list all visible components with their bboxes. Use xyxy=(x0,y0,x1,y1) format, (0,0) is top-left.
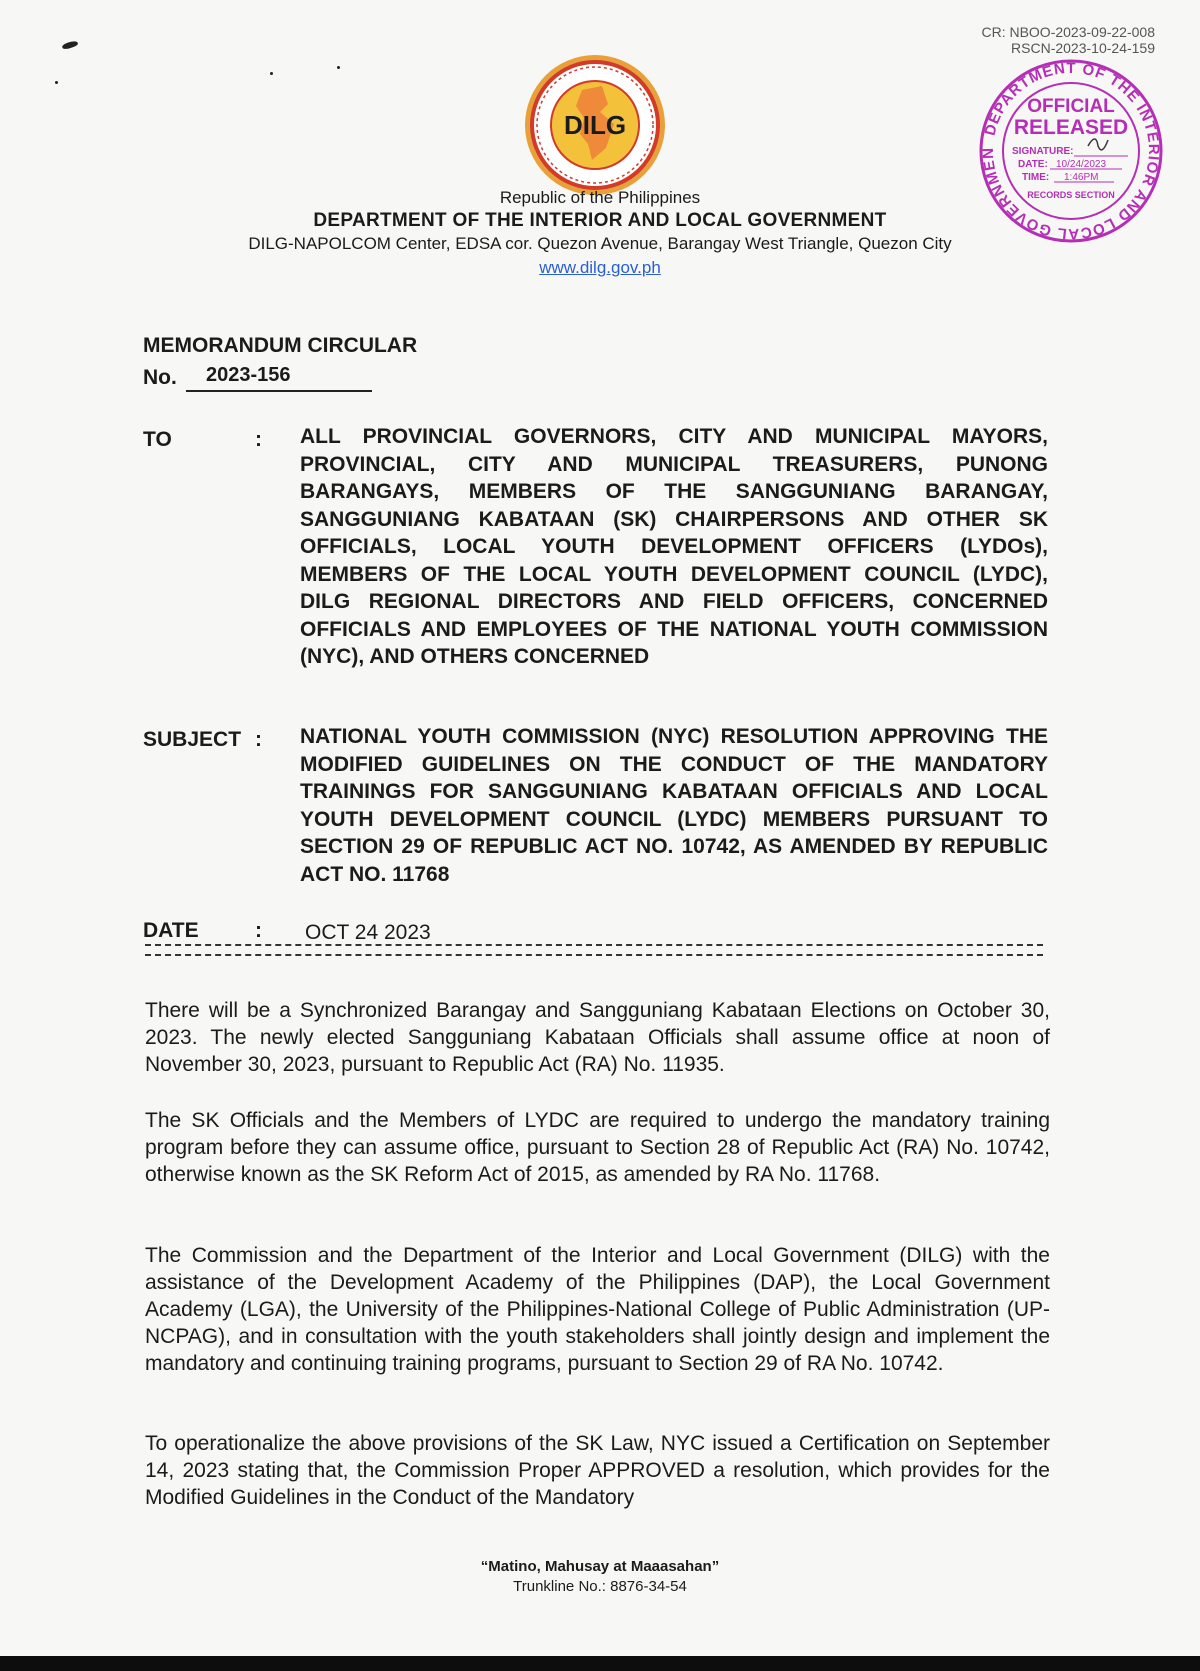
reference-code-2: RSCN-2023-10-24-159 xyxy=(1011,40,1155,56)
stamp-time-value: 1:46PM xyxy=(1064,172,1099,183)
date-colon: : xyxy=(255,919,262,942)
date-value: OCT 24 2023 xyxy=(305,921,431,944)
stamp-official: OFFICIAL xyxy=(1027,96,1115,117)
department-address: DILG-NAPOLCOM Center, EDSA cor. Quezon Avenue, Barangay West Triangle, Quezon City xyxy=(248,234,952,253)
subject-label: SUBJECT xyxy=(143,728,242,751)
stamp-records: RECORDS SECTION xyxy=(1027,190,1115,200)
stamp-ring-text: DEPARTMENT OF THE INTERIOR AND LOCAL GOVERNMEN xyxy=(979,59,1163,243)
stamp-date-value: 10/24/2023 xyxy=(1056,159,1107,170)
to-colon: : xyxy=(255,428,262,451)
stamp-released: RELEASED xyxy=(1013,116,1129,139)
subject-text: NATIONAL YOUTH COMMISSION (NYC) RESOLUTION APPROVING THE MODIFIED GUIDELINES ON THE CONDUCT OF THE MANDATORY TRAININGS FOR SANGGUNIANG KABATAAN OFFICIALS AND LOCAL YOUTH DEVELOPMENT COUNCIL (LYDC) MEMBERS PURSUANT TO SECTION 29 OF REPUBLIC ACT NO. 10742, AS AMENDED BY REPUBLIC ACT NO. 11768 xyxy=(300,725,1048,886)
website-link[interactable]: www.dilg.gov.ph xyxy=(539,258,661,277)
logo-text: DILG xyxy=(563,110,627,140)
to-recipients: ALL PROVINCIAL GOVERNORS, CITY AND MUNICIPAL MAYORS, PROVINCIAL, CITY AND MUNICIPAL TREASURERS, PUNONG BARANGAYS, MEMBERS OF THE SANGGUNIANG BARANGAY, SANGGUNIANG KABATAAN (SK) CHAIRPERSONS AND OTHER SK OFFICIALS, LOCAL YOUTH DEVELOPMENT OFFICERS (LYDOs), MEMBERS OF THE LOCAL YOUTH DEVELOPMENT COUNCIL (LYDC), DILG REGIONAL DIRECTORS AND FIELD OFFICERS, CONCERNED OFFICIALS AND EMPLOYEES OF THE NATIONAL YOUTH COMMISSION (NYC), AND OTHERS CONCERNED xyxy=(300,425,1048,668)
memo-number: 2023-156 xyxy=(186,364,372,392)
stamp-signature-label: SIGNATURE: xyxy=(1012,146,1074,157)
republic-line: Republic of the Philippines xyxy=(499,188,701,207)
stamp-time-label: TIME: xyxy=(1022,172,1050,183)
to-label: TO xyxy=(143,428,172,451)
footer-trunkline: Trunkline No.: 8876-34-54 xyxy=(513,1578,687,1595)
stamp-date-label: DATE: xyxy=(1018,159,1048,170)
paragraph-2: The SK Officials and the Members of LYDC are required to undergo the mandatory training program before they can assume office, pursuant to Section 28 of Republic Act (RA) No. 10742, otherwise known as the SK Reform Act of 2015, as amended by RA No. 11768. xyxy=(145,1109,1050,1186)
paragraph-1: There will be a Synchronized Barangay and Sangguniang Kabataan Elections on October 30, 2023. The newly elected Sangguniang Kabataan Officials shall assume office at noon of November 30, 2023, pursuant to Republic Act (RA) No. 11935. xyxy=(145,999,1050,1076)
separator-rule xyxy=(145,944,1043,956)
department-name: DEPARTMENT OF THE INTERIOR AND LOCAL GOVERNMENT xyxy=(313,210,887,231)
paragraph-3: The Commission and the Department of the Interior and Local Government (DILG) with the assistance of the Development Academy of the Philippines (DAP), the Local Government Academy (LGA), the University of the Philippines-National College of Public Administration (UP-NCPAG), and in consultation with the youth stakeholders shall jointly design and implement the mandatory and continuing training programs, pursuant to Section 29 of RA No. 10742. xyxy=(145,1244,1050,1375)
reference-code-1: CR: NBOO-2023-09-22-008 xyxy=(981,24,1155,40)
stamp-signature-mark xyxy=(1088,139,1108,150)
footer-motto: “Matino, Mahusay at Maaasahan” xyxy=(480,1558,720,1575)
subject-colon: : xyxy=(255,728,262,751)
scan-edge-bar xyxy=(0,1656,1200,1671)
dilg-seal-logo xyxy=(522,52,668,198)
memo-number-label: No. xyxy=(143,366,177,389)
memo-title: MEMORANDUM CIRCULAR xyxy=(143,334,418,357)
date-label: DATE xyxy=(143,919,199,942)
paragraph-4: To operationalize the above provisions of the SK Law, NYC issued a Certification on September 14, 2023 stating that, the Commission Proper APPROVED a resolution, which provides for the Modified Guidelines in the Conduct of the Mandatory xyxy=(145,1432,1050,1509)
